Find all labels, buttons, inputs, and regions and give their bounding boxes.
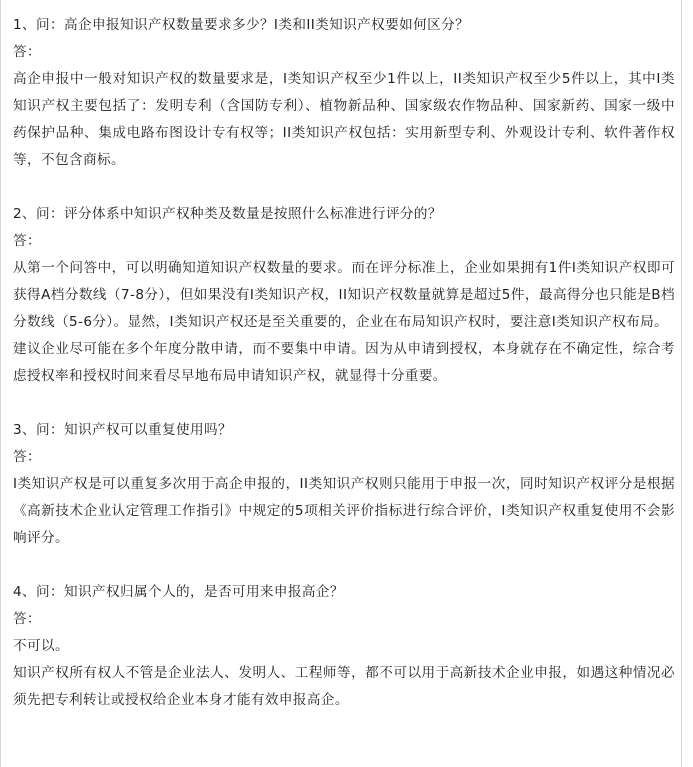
qa-block-3 (13, 417, 675, 552)
answer-label-2: 答： (13, 233, 41, 249)
qa-block-1 (13, 12, 675, 174)
qa-block-4 (13, 579, 675, 714)
answer-label-3: 答： (13, 449, 41, 465)
question-2: 2、问：评分体系中知识产权种类及数量是按照什么标准进行评分的？ (13, 206, 442, 222)
qa-block-2 (13, 201, 675, 390)
answer-2-paragraph-2: 建议企业尽可能在多个年度分散申请，而不要集中申请。因为从申请到授权，本身就存在不确定性，综合考虑授权率和授权时间来看尽早地布局申请知识产权，就显得十分重要。 (13, 341, 675, 384)
article-body (13, 12, 675, 714)
question-3: 3、问：知识产权可以重复使用吗？ (13, 422, 232, 438)
answer-label-4: 答： (13, 611, 41, 627)
answer-4-paragraph-2: 知识产权所有权人不管是企业法人、发明人、工程师等，都不可以用于高新技术企业申报，如遇这种情况必须先把专利转让或授权给企业本身才能有效申报高企。 (13, 665, 675, 708)
question-4: 4、问：知识产权归属个人的，是否可用来申报高企？ (13, 584, 344, 600)
answer-1-paragraph-1: 高企申报中一般对知识产权的数量要求是，I类知识产权至少1件以上，II类知识产权至少5件以上，其中I类知识产权主要包括了：发明专利（含国防专利）、植物新品种、国家级农作物品种、国家新药、国家一级中药保护品种、集成电路布图设计专有权等；II类知识产权包括：实用新型专利、外观设计专利、软件著作权等，不包含商标。 (13, 71, 675, 168)
answer-3-paragraph-1: I类知识产权是可以重复多次用于高企申报的，II类知识产权则只能用于申报一次，同时知识产权评分是根据《高新技术企业认定管理工作指引》中规定的5项相关评价指标进行综合评价，I类知识产权重复使用不会影响评分。 (13, 476, 675, 546)
answer-2-paragraph-1: 从第一个问答中，可以明确知道知识产权数量的要求。而在评分标准上，企业如果拥有1件I类知识产权即可获得A档分数线（7-8分），但如果没有I类知识产权，II知识产权数量就算是超过5件，最高得分也只能是B档分数线（5-6分）。显然，I类知识产权还是至关重要的，企业在布局知识产权时，要注意I类知识产权布局。 (13, 260, 675, 330)
question-1: 1、问：高企申报知识产权数量要求多少？I类和II类知识产权要如何区分？ (13, 17, 470, 33)
answer-4-paragraph-1: 不可以。 (13, 638, 69, 654)
answer-label-1: 答： (13, 44, 41, 60)
